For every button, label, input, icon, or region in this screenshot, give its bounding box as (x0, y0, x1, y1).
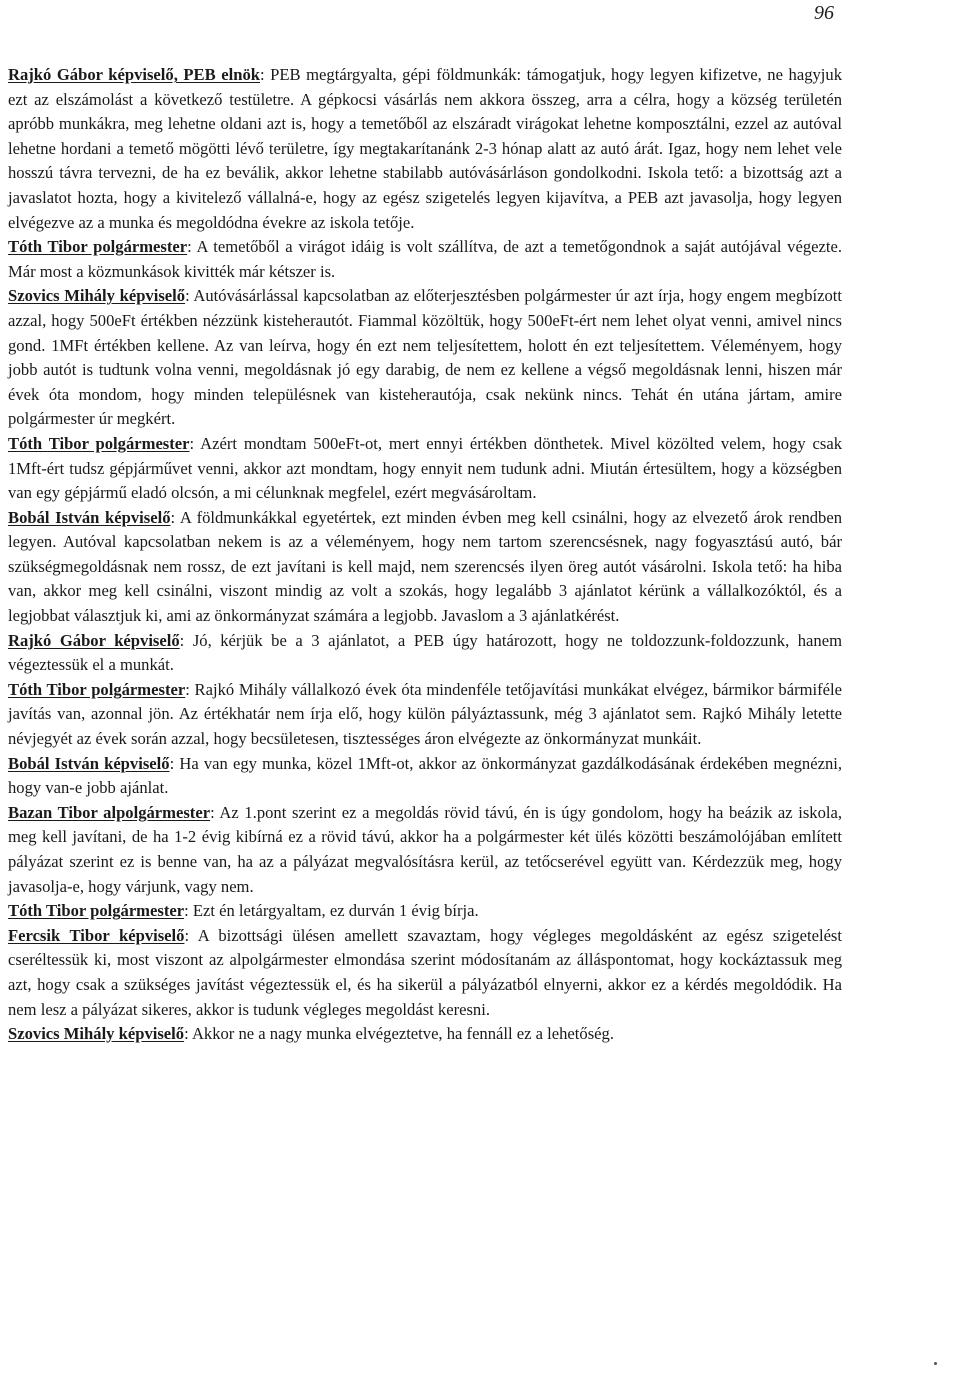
paragraph-text: Jó, kérjük be a 3 ajánlatot, a PEB úgy határozott, hogy ne toldozzunk-foldozzunk, hanem végeztessük el a munkát. (8, 630, 842, 675)
paragraph-text: Akkor ne a nagy munka elvégeztetve, ha fennáll ez a lehetőség. (191, 1024, 614, 1044)
minutes-paragraph: Bazan Tibor alpolgármester: Az 1.pont szerint ez a megoldás rövid távú, én is úgy gondolom, hogy ha beázik az iskola, meg kell javítani, de ha 1-2 évig kibírná ez a rövid távú, akkor ha a polgármester két ülés közötti beszámolójában említett pályázat szerint ez is benne van, ha az a pályázat megvalósításra kerül, az tetőcserével együtt van. Kérdezzük meg, hogy javasolja-e, hogy várjunk, vagy nem. (8, 802, 843, 896)
speaker-name: Rajkó Gábor képviselő, PEB elnök (8, 65, 260, 84)
paragraph-text: Ezt én letárgyaltam, ez durván 1 évig bírja. (192, 901, 479, 921)
minutes-paragraph: Fercsik Tibor képviselő: A bizottsági ülésen amellett szavaztam, hogy végleges megoldásként az egész szigetelést cseréltessük ki, most viszont az alpolgármester elmondása szerint módosítanám az álláspontomat, hogy kockáztassuk meg azt, hogy csak a szükséges javítást végeztessük el, és ha sikerül a pályázatból elnyerni, akkor ez a kérdés megoldódik. Ha nem lesz a pályázat sikeres, akkor is tudunk végleges megoldást keresni. (8, 925, 842, 1019)
minutes-paragraph: Tóth Tibor polgármester: Ezt én letárgyaltam, ez durván 1 évig bírja. (8, 901, 479, 921)
paragraph-text: Ha van egy munka, közel 1Mft-ot, akkor az önkormányzat gazdálkodásának érdekében megnézni, hogy van-e jobb ajánlat. (8, 753, 842, 798)
speaker-name: Fercsik Tibor képviselő (8, 925, 185, 945)
speaker-name: Rajkó Gábor képviselő (8, 630, 180, 650)
minutes-paragraph: Rajkó Gábor képviselő: Jó, kérjük be a 3 ajánlatot, a PEB úgy határozott, hogy ne toldozzunk-foldozzunk, hanem végeztessük el a munkát. (8, 630, 842, 675)
speaker-name: Bobál István képviselő (8, 507, 171, 527)
minutes-paragraph: Szovics Mihály képviselő: Akkor ne a nagy munka elvégeztetve, ha fennáll ez a lehetőség. (8, 1024, 614, 1044)
speaker-name: Tóth Tibor polgármester (8, 679, 186, 699)
paragraph-text: Az 1.pont szerint ez a megoldás rövid távú, én is úgy gondolom, hogy ha beázik az iskola, meg kell javítani, de ha 1-2 évig kibírná ez a rövid távú, akkor ha a polgármester két ülés közötti beszámolójában említett pályázat szerint ez is benne van, ha az a pályázat megvalósításra kerül, az tetőcserével együtt van. Kérdezzük meg, hogy javasolja-e, hogy várjunk, vagy nem. (8, 802, 843, 896)
page-number: 96 (814, 2, 834, 24)
paragraph-text: Azért mondtam 500eFt-ot, mert ennyi értékben dönthetek. Mivel közölted velem, hogy csak 1Mft-ért tudsz gépjárművet venni, akkor azt mondtam, hogy ennyit nem tudunk adni. Miután értesültem, hogy a községben van egy gépjármű eladó olcsón, a mi célunknak megfelel, ezért megvásároltam. (8, 433, 842, 503)
speaker-name: Tóth Tibor polgármester (8, 433, 190, 453)
speaker-name: Szovics Mihály képviselő (8, 1024, 185, 1044)
speaker-name: Bazan Tibor alpolgármester (8, 802, 211, 822)
minutes-paragraph: Tóth Tibor polgármester: Azért mondtam 500eFt-ot, mert ennyi értékben dönthetek. Mivel közölted velem, hogy csak 1Mft-ért tudsz gépjárművet venni, akkor azt mondtam, hogy ennyit nem tudunk adni. Miután értesültem, hogy a községben van egy gépjármű eladó olcsón, a mi célunknak megfelel, ezért megvásároltam. (8, 433, 842, 503)
paragraph-text: Autóvásárlással kapcsolatban az előterjesztésben polgármester úr azt írja, hogy engem megbízott azzal, hogy 500eFt értékben nézzünk kisteherautót. Fiammal közöltük, hogy 500eFt-ért nem lehet olyat venni, amivel nincs gond. 1MFt értékben kellene. Az van leírva, hogy én ezt nem teljesítettem, holott én ezt teljesítettem. Véleményem, hogy jobb autót is tudtunk volna venni, megoldásnak jó egy darabig, de nem ez kellene a végső megoldásnak lenni, hiszen már évek óta mondom, hogy minden településnek van kisteherautója, csak nekünk nincs. Tehát én utána jártam, amire polgármester úr megkért. (8, 286, 842, 429)
minutes-paragraph: Bobál István képviselő: Ha van egy munka, közel 1Mft-ot, akkor az önkormányzat gazdálkodásának érdekében megnézni, hogy van-e jobb ajánlat. (8, 753, 842, 798)
minutes-paragraph: Szovics Mihály képviselő: Autóvásárlással kapcsolatban az előterjesztésben polgármester úr azt írja, hogy engem megbízott azzal, hogy 500eFt értékben nézzünk kisteherautót. Fiammal közöltük, hogy 500eFt-ért nem lehet olyat venni, amivel nincs gond. 1MFt értékben kellene. Az van leírva, hogy én ezt nem teljesítettem, holott én ezt teljesítettem. Véleményem, hogy jobb autót is tudtunk volna venni, megoldásnak jó egy darabig, de nem ez kellene a végső megoldásnak lenni, hiszen már évek óta mondom, hogy minden településnek van kisteherautója, csak nekünk nincs. Tehát én utána jártam, amire polgármester úr megkért. (8, 286, 842, 429)
paragraph-text: Rajkó Mihály vállalkozó évek óta mindenféle tetőjavítási munkákat elvégez, bármikor bármiféle javítás van, azonnal jön. Az értékhatár nem írja elő, hogy külön pályáztassunk, még 3 ajánlatot sem. Rajkó Mihály letette névjegyét az évek során azzal, hogy becsületesen, tisztességes áron elvégezte az önkormányzat munkáit. (8, 679, 842, 749)
speaker-name: Tóth Tibor polgármester (8, 237, 188, 257)
minutes-paragraph: Tóth Tibor polgármester: Rajkó Mihály vállalkozó évek óta mindenféle tetőjavítási munkákat elvégez, bármikor bármiféle javítás van, azonnal jön. Az értékhatár nem írja elő, hogy külön pályáztassunk, még 3 ajánlatot sem. Rajkó Mihály letette névjegyét az évek során azzal, hogy becsületesen, tisztességes áron elvégezte az önkormányzat munkáit. (8, 679, 842, 749)
paragraph-text: A földmunkákkal egyetértek, ezt minden évben meg kell csinálni, hogy az elvezető árok rendben legyen. Autóval kapcsolatban nekem is az a véleményem, hogy nem tartom szerencsésnek, nagy fogyasztású autó, bár szükségmegoldásnak nem rossz, de ezt javítani is kell majd, nem szerencsés ilyen öreg autót vásárolni. Iskola tető: ha hiba van, akkor meg kell csinálni, viszont mindig az volt a szokás, hogy legalább 3 ajánlatot kérünk a vállalkozóktól, és a legjobbat választjuk ki, ami az önkormányzat számára a legjobb. Javaslom a 3 ajánlatkérést. (8, 507, 843, 626)
speaker-name: Tóth Tibor polgármester (8, 901, 185, 921)
paragraph-text: A temetőből a virágot idáig is volt szállítva, de azt a temetőgondnok a saját autójával végezte. Már most a közmunkások kivitték már kétszer is. (8, 237, 842, 281)
minutes-paragraph: Tóth Tibor polgármester: A temetőből a virágot idáig is volt szállítva, de azt a temetőgondnok a saját autójával végezte. Már most a közmunkások kivitték már kétszer is. (8, 237, 842, 281)
minutes-body (8, 63, 842, 1047)
minutes-paragraph: Rajkó Gábor képviselő, PEB elnök: PEB megtárgyalta, gépi földmunkák: támogatjuk, hogy legyen kifizetve, ne hagyjuk ezt az elszámolást a következő testületre. A gépkocsi vásárlás nem akkora összeg, arra a célra, hogy a község területén apróbb munkákra, meg lehetne oldani azt is, hogy a temetőből az elszáradt virágokat lehetne komposztálni, ezzel az autóval lehetne hordani a temető mögötti lévő területre, így megtakarítanánk 2-3 hónap alatt az autó árát. Igaz, hogy nem lehet vele hosszú távra tervezni, de ha ez beválik, akkor lehetne stabilabb autóvásárláson gondolkodni. Iskola tető: a bizottság azt a javaslatot hozta, hogy a kivitelező vállalná-e, hogy az egész szigetelés legyen kijavítva, a PEB azt javasolja, hogy legyen elvégezve az a munka és megoldódna évekre az iskola tetője. (8, 65, 842, 232)
scan-speck (934, 1362, 937, 1365)
speaker-name: Bobál István képviselő (8, 753, 170, 773)
paragraph-text: A bizottsági ülésen amellett szavaztam, hogy végleges megoldásként az egész szigetelést cseréltessük ki, most viszont az alpolgármester elmondása szerint módosítanám az álláspontomat, hogy kockáztassuk meg azt, hogy csak a szükséges javítást végeztessük el, és ha sikerül a pályázatból elnyerni, akkor ez a kérdés megoldódik. Ha nem lesz a pályázat sikeres, akkor is tudunk végleges megoldást keresni. (8, 925, 842, 1019)
minutes-paragraph: Bobál István képviselő: A földmunkákkal egyetértek, ezt minden évben meg kell csinálni, hogy az elvezető árok rendben legyen. Autóval kapcsolatban nekem is az a véleményem, hogy nem tartom szerencsésnek, nagy fogyasztású autó, bár szükségmegoldásnak nem rossz, de ezt javítani is kell majd, nem szerencsés ilyen öreg autót vásárolni. Iskola tető: ha hiba van, akkor meg kell csinálni, viszont mindig az volt a szokás, hogy legalább 3 ajánlatot kérünk a vállalkozóktól, és a legjobbat választjuk ki, ami az önkormányzat számára a legjobb. Javaslom a 3 ajánlatkérést. (8, 507, 843, 626)
paragraph-text: PEB megtárgyalta, gépi földmunkák: támogatjuk, hogy legyen kifizetve, ne hagyjuk ezt az elszámolást a következő testületre. A gépkocsi vásárlás nem akkora összeg, arra a célra, hogy a község területén apróbb munkákra, meg lehetne oldani azt is, hogy a temetőből az elszáradt virágokat lehetne komposztálni, ezzel az autóval lehetne hordani a temető mögötti lévő területre, így megtakarítanánk 2-3 hónap alatt az autó árát. Igaz, hogy nem lehet vele hosszú távra tervezni, de ha ez beválik, akkor lehetne stabilabb autóvásárláson gondolkodni. Iskola tető: a bizottság azt a javaslatot hozta, hogy a kivitelező vállalná-e, hogy az egész szigetelés legyen kijavítva, a PEB azt javasolja, hogy legyen elvégezve az a munka és megoldódna évekre az iskola tetője. (8, 65, 842, 232)
speaker-name: Szovics Mihály képviselő (8, 286, 186, 306)
